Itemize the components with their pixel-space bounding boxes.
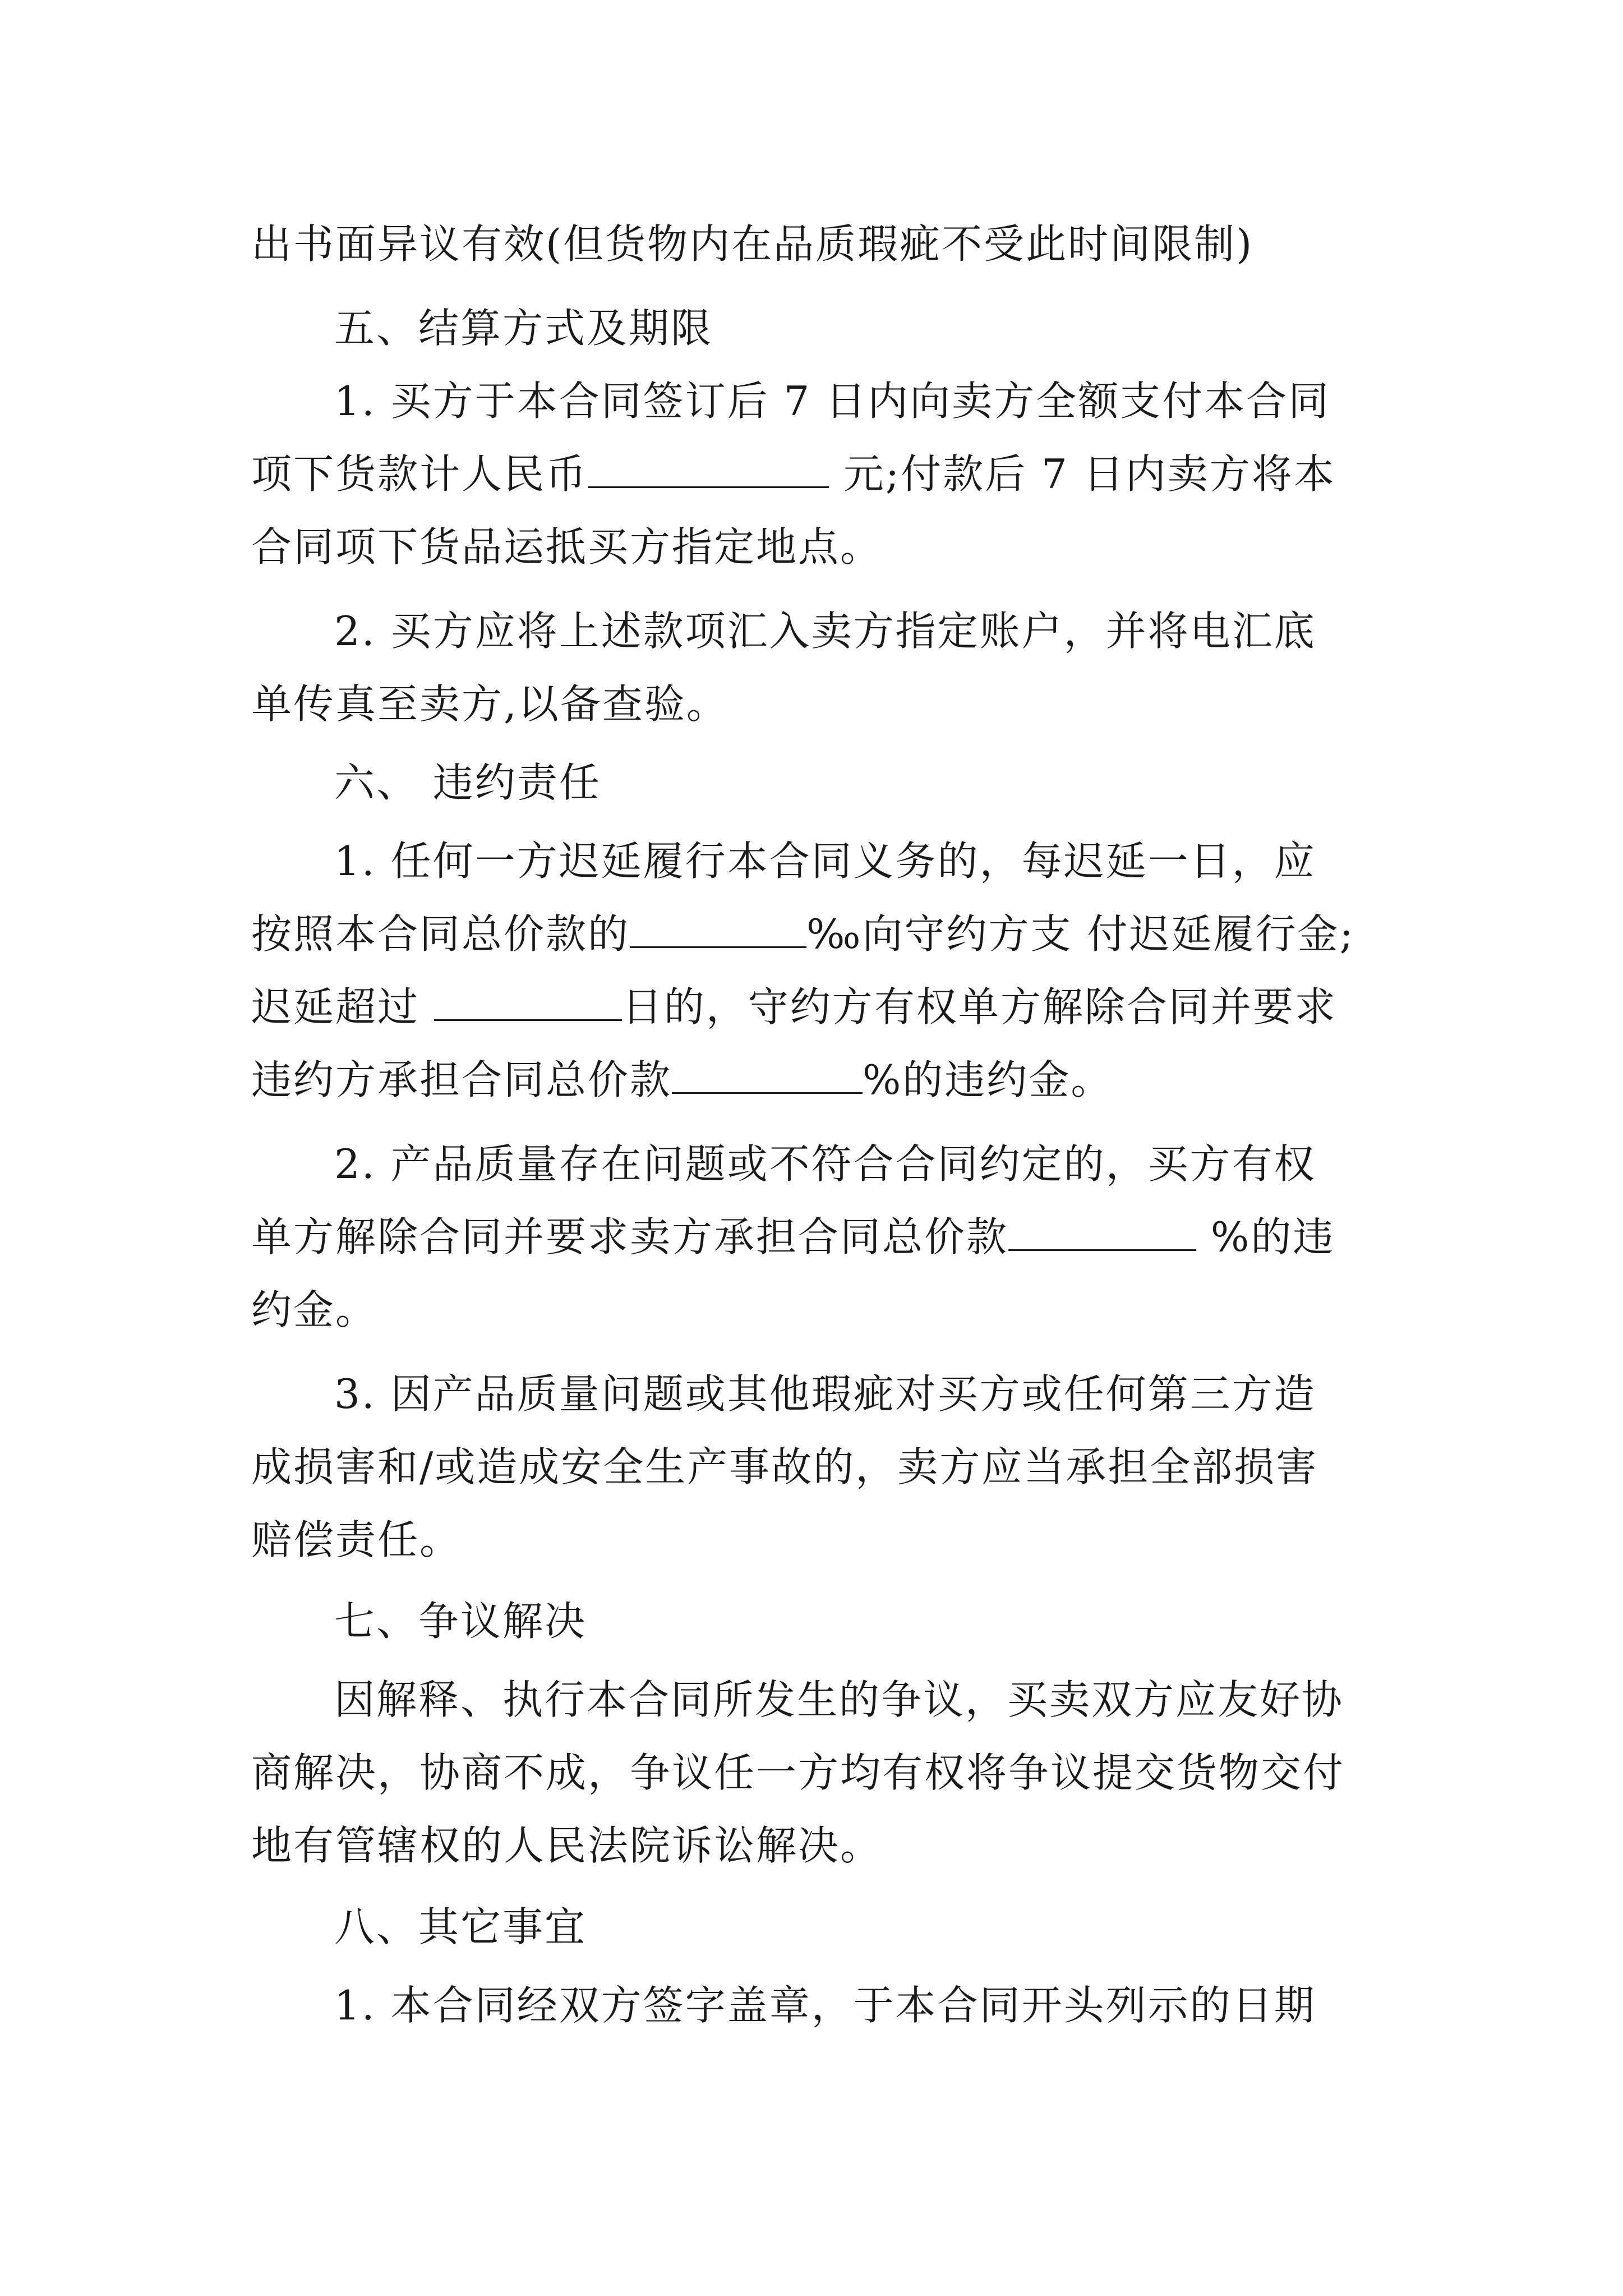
line-text: 出书面异议有效(但货物内在品质瑕疵不受此时间限制) [251, 220, 1254, 268]
clause-5-2-line-1 [334, 603, 1316, 659]
line-text: 2. 产品质量存在问题或不符合合同约定的，买方有权 [334, 1140, 1316, 1188]
clause-7-line-3 [251, 1818, 882, 1874]
line-text: 元;付款后 7 日内卖方将本 [843, 450, 1336, 498]
section-heading-7 [334, 1593, 587, 1649]
heading-text: 八、其它事宜 [334, 1903, 587, 1950]
clause-6-1-line-3 [251, 979, 1337, 1035]
line-text: 因解释、执行本合同所发生的争议，买卖双方应友好协 [334, 1676, 1344, 1723]
line-text: 1. 买方于本合同签订后 7 日内向卖方全额支付本合同 [334, 378, 1331, 425]
line-text: 约金。 [251, 1286, 378, 1333]
section-heading-8 [334, 1899, 587, 1955]
clause-6-1-line-2 [251, 906, 1355, 962]
line-text: 3. 因产品质量问题或其他瑕疵对买方或任何第三方造 [334, 1370, 1316, 1418]
line-text: 合同项下货品运抵买方指定地点。 [251, 523, 883, 570]
section-heading-6 [334, 754, 601, 811]
percent-blank[interactable] [1008, 1209, 1196, 1251]
clause-6-3-line-3 [251, 1512, 462, 1568]
clause-6-1-line-1 [334, 833, 1316, 889]
clause-7-line-2 [251, 1745, 1345, 1801]
line-text: 按照本合同总价款的 [251, 910, 630, 958]
line-text: 赔偿责任。 [251, 1516, 462, 1563]
text-line-1 [251, 216, 1253, 272]
line-text: 商解决，协商不成，争议任一方均有权将争议提交货物交付 [251, 1749, 1345, 1796]
line-text: 违约方承担合同总价款 [251, 1056, 672, 1103]
line-text: 地有管辖权的人民法院诉讼解决。 [251, 1822, 883, 1869]
clause-5-1-line-1 [334, 373, 1330, 429]
section-heading-5 [334, 300, 713, 356]
line-text: 日的，守约方有权单方解除合同并要求 [621, 983, 1337, 1030]
clause-6-3-line-1 [334, 1366, 1316, 1422]
permille-blank[interactable] [630, 906, 806, 948]
percent-blank[interactable] [672, 1052, 863, 1094]
clause-6-2-line-1 [334, 1136, 1316, 1192]
line-text: 单传真至卖方,以备查验。 [251, 680, 728, 728]
line-text: 单方解除合同并要求卖方承担合同总价款 [251, 1213, 1009, 1260]
line-text: 2. 买方应将上述款项汇入卖方指定账户，并将电汇底 [334, 608, 1316, 655]
line-text: 1. 任何一方迟延履行本合同义务的，每迟延一日，应 [334, 838, 1316, 885]
clause-5-1-line-3 [251, 519, 882, 575]
clause-6-1-line-4 [251, 1052, 1113, 1108]
line-text: %的违 [1210, 1213, 1335, 1260]
heading-text: 五、结算方式及期限 [334, 305, 713, 352]
line-text: %的违约金。 [863, 1056, 1113, 1103]
clause-7-line-1 [334, 1672, 1344, 1728]
clause-8-1-line-1 [334, 1977, 1316, 2033]
clause-6-2-line-2 [251, 1209, 1335, 1265]
line-text: 1. 本合同经双方签字盖章，于本合同开头列示的日期 [334, 1982, 1316, 2029]
line-text: 项下货款计人民币 [251, 450, 588, 498]
clause-6-2-line-3 [251, 1282, 377, 1338]
line-text: ‰向守约方支 付迟延履行金; [806, 910, 1355, 958]
days-blank[interactable] [434, 979, 622, 1021]
clause-5-1-line-2 [251, 446, 1336, 502]
clause-5-2-line-2 [251, 676, 728, 732]
line-text: 成损害和/或造成安全生产事故的，卖方应当承担全部损害 [251, 1443, 1318, 1490]
line-text: 迟延超过 [251, 983, 420, 1030]
heading-text: 六、 违约责任 [334, 759, 601, 806]
heading-text: 七、争议解决 [334, 1598, 587, 1645]
clause-6-3-line-2 [251, 1439, 1318, 1495]
amount-blank[interactable] [588, 446, 829, 488]
